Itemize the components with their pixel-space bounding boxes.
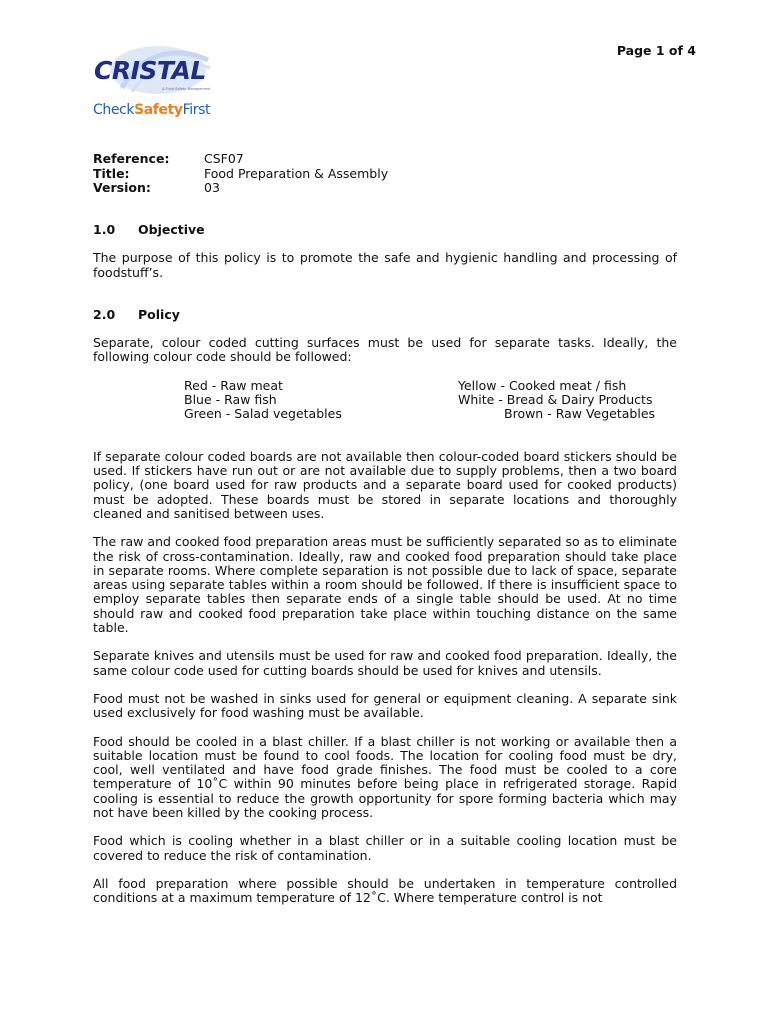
meta-label: Reference: xyxy=(93,151,170,166)
colour-code-item: Brown - Raw Vegetables xyxy=(504,405,656,421)
logo-checksafetyfirst xyxy=(93,102,210,118)
logo-first-text: First xyxy=(182,102,211,118)
policy-paragraph: All food preparation where possible should be undertaken in temperature controlled conditions at a maximum temperature of 12˚C. Where temperature control is not xyxy=(93,875,677,906)
section-title: Objective xyxy=(138,222,205,237)
logo-brand-text: CRISTAL xyxy=(94,56,206,85)
colour-code-item: Blue - Raw fish xyxy=(184,391,277,407)
section-number: 1.0 xyxy=(93,222,116,237)
page-indicator: Page 1 of 4 xyxy=(616,43,696,58)
meta-row-version xyxy=(93,181,388,196)
colour-code-list xyxy=(93,379,677,422)
policy-paragraph: Food should be cooled in a blast chiller. If a blast chiller is not working or available then a suitable location must be found to cool foods. The location for cooling food must be dry, cool, well ventilated and have food grade finishes. The food must be cooled to a core temperature of 10˚C within 90 minutes before being place in refrigerated storage. Rapid cooling is essential to reduce the growth opportunity for spore forming bacteria which may not have been killed by the cooking process. xyxy=(93,733,677,821)
logo-check-text: Check xyxy=(93,102,135,118)
logo-tagline: A Food Safety Management xyxy=(162,87,211,91)
document-meta xyxy=(93,152,388,196)
meta-label: Version: xyxy=(93,180,151,195)
cristal-checksafetyfirst-logo xyxy=(92,44,222,124)
colour-code-item: Green - Salad vegetables xyxy=(184,405,342,421)
colour-code-item: Yellow - Cooked meat / fish xyxy=(458,377,627,393)
policy-paragraph: Food which is cooling whether in a blast chiller or in a suitable cooling location must be covered to reduce the risk of contamination. xyxy=(93,833,677,863)
meta-value: Food Preparation & Assembly xyxy=(204,165,389,181)
colour-code-item: Red - Raw meat xyxy=(184,377,283,393)
section-number: 2.0 xyxy=(93,306,116,322)
meta-value: 03 xyxy=(204,180,220,195)
section-title: Policy xyxy=(138,306,180,322)
meta-row-title xyxy=(93,167,388,182)
objective-paragraph: The purpose of this policy is to promote the safe and hygienic handling and processing of foodstuff’s. xyxy=(93,250,677,280)
section-heading-objective xyxy=(93,223,677,237)
meta-row-reference xyxy=(93,152,388,167)
section-heading-policy xyxy=(93,308,677,322)
policy-paragraph: The raw and cooked food preparation areas must be sufficiently separated so as to eliminate the risk of cross-contamination. Ideally, raw and cooked food preparation should take place in separate rooms. Where complete separation is not possible due to lack of space, separate areas using separate tables within a room should be followed. If there is insufficient space to employ separate tables then separate ends of a single table should be used. At no time should raw and cooked food preparation take place within touching distance on the same table. xyxy=(93,534,677,636)
logo-safety-text: Safety xyxy=(134,102,183,118)
meta-value: CSF07 xyxy=(204,151,244,166)
policy-paragraph: Food must not be washed in sinks used for general or equipment cleaning. A separate sink used exclusively for food washing must be available. xyxy=(93,690,677,721)
policy-paragraph: Separate knives and utensils must be used for raw and cooked food preparation. Ideally, the same colour code used for cutting boards should be used for knives and utensils. xyxy=(93,648,677,678)
document-body xyxy=(93,223,677,920)
policy-paragraph: If separate colour coded boards are not available then colour-coded board stickers should be used. If stickers have run out or are not available due to supply problems, then a two board policy, (one board used for raw products and a separate board used for cooked products) must be adopted. These boards must be stored in separate locations and thoroughly cleaned and sanitised between uses. xyxy=(93,448,677,521)
meta-label: Title: xyxy=(93,165,130,181)
policy-paragraph: Separate, colour coded cutting surfaces must be used for separate tasks. Ideally, the following colour code should be followed: xyxy=(93,335,677,365)
colour-code-item: White - Bread & Dairy Products xyxy=(458,391,653,407)
